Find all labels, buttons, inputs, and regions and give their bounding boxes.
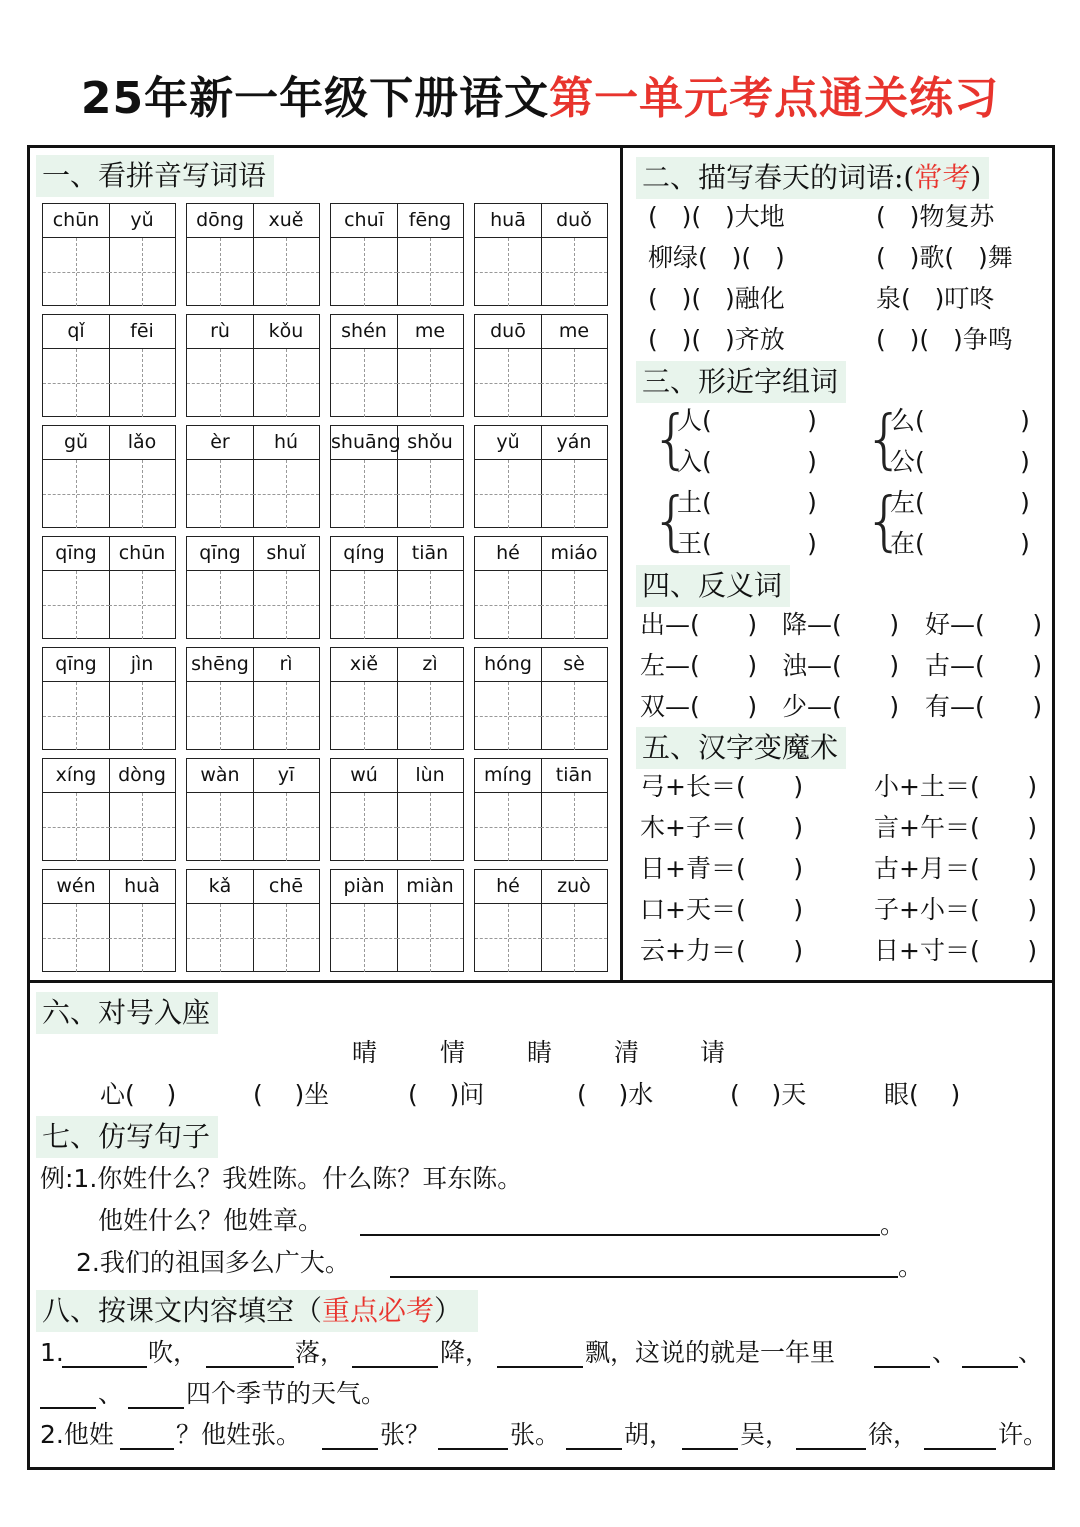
sec2-header-end: ) (970, 161, 982, 194)
fill-blank[interactable] (120, 1448, 174, 1450)
pinyin-syllable: chūn (109, 537, 175, 571)
pinyin-syllable: yǔ (475, 426, 542, 460)
match-blank[interactable]: ( )水 (577, 1080, 654, 1109)
writing-box[interactable] (109, 904, 175, 972)
writing-box[interactable] (331, 349, 398, 417)
pinyin-cell (474, 758, 608, 861)
writing-box[interactable] (43, 904, 110, 972)
writing-box[interactable] (253, 571, 319, 639)
fill-text: 张。 (510, 1420, 561, 1449)
pinyin-syllable: yǔ (109, 204, 175, 238)
pinyin-syllable: rù (187, 315, 254, 349)
writing-box[interactable] (109, 460, 175, 528)
fill-text: 四个季节的天气。 (186, 1379, 387, 1408)
antonym-blank[interactable]: 出—( ) (640, 610, 758, 639)
fill-text: 1. (40, 1338, 64, 1367)
antonym-blank[interactable]: 好—( ) (925, 610, 1043, 639)
pinyin-syllable: wú (331, 759, 398, 793)
fill-blank[interactable] (682, 1448, 738, 1450)
pinyin-syllable: chuī (331, 204, 398, 238)
fill-text: 、 (1018, 1338, 1044, 1367)
writing-box[interactable] (475, 460, 542, 528)
writing-box[interactable] (397, 460, 463, 528)
match-blank[interactable]: ( )天 (730, 1080, 807, 1109)
writing-box[interactable] (475, 682, 542, 750)
fill-blank[interactable] (497, 1366, 583, 1368)
char-magic-blank[interactable]: 云+力＝( ) (640, 936, 804, 965)
sec2-header-text: 二、描写春天的词语:( (642, 161, 915, 194)
pinyin-syllable: huà (109, 870, 175, 904)
fill-text: 许。 (998, 1420, 1049, 1449)
pinyin-syllable: kǎ (187, 870, 254, 904)
writing-box[interactable] (475, 238, 542, 306)
pinyin-cell (474, 314, 608, 417)
writing-box[interactable] (475, 349, 542, 417)
pinyin-syllable: fēng (397, 204, 463, 238)
pinyin-cell (42, 647, 176, 750)
pinyin-syllable: fēi (109, 315, 175, 349)
writing-box[interactable] (43, 349, 110, 417)
fill-blank[interactable] (438, 1448, 508, 1450)
pinyin-cell (474, 203, 608, 306)
fill-blank[interactable] (128, 1407, 184, 1409)
writing-box[interactable] (187, 793, 254, 861)
pinyin-syllable: xíng (43, 759, 110, 793)
pinyin-cell (330, 203, 464, 306)
writing-box[interactable] (331, 238, 398, 306)
brace-icon: { (864, 485, 905, 559)
char-magic-blank[interactable]: 日+寸＝( ) (874, 936, 1038, 965)
pinyin-syllable: miàn (397, 870, 463, 904)
char-magic-blank[interactable]: 口+天＝( ) (640, 895, 804, 924)
pinyin-syllable: gǔ (43, 426, 110, 460)
brace-icon: { (864, 403, 905, 477)
pinyin-syllable: dōng (187, 204, 254, 238)
writing-box[interactable] (541, 682, 607, 750)
pinyin-syllable: chē (253, 870, 319, 904)
pinyin-syllable: míng (475, 759, 542, 793)
pinyin-syllable: hé (475, 537, 542, 571)
match-blank[interactable]: 眼( ) (884, 1080, 961, 1109)
writing-box[interactable] (397, 793, 463, 861)
pinyin-cell (186, 647, 320, 750)
pinyin-cell (42, 425, 176, 528)
pinyin-syllable: lǎo (109, 426, 175, 460)
writing-box[interactable] (397, 904, 463, 972)
char-magic-blank[interactable]: 子+小＝( ) (874, 895, 1038, 924)
pinyin-syllable: xiě (331, 648, 398, 682)
pinyin-syllable: èr (187, 426, 254, 460)
fill-text: 、 (98, 1379, 124, 1408)
writing-box[interactable] (331, 904, 398, 972)
pinyin-syllable: sè (541, 648, 607, 682)
option-char: 情 (440, 1038, 466, 1067)
writing-box[interactable] (397, 682, 463, 750)
pinyin-syllable: piàn (331, 870, 398, 904)
fill-text: ？他姓张。 (176, 1420, 302, 1449)
sec4-header: 四、反义词 (636, 565, 790, 607)
pinyin-cell (42, 869, 176, 972)
similar-char-blank[interactable]: 人( ) (677, 406, 817, 435)
pinyin-syllable: qǐ (43, 315, 110, 349)
writing-box[interactable] (397, 349, 463, 417)
sec8-header-text: 八、按课文内容填空（ (42, 1294, 323, 1327)
writing-box[interactable] (43, 571, 110, 639)
pinyin-syllable: dòng (109, 759, 175, 793)
pinyin-cell (186, 203, 320, 306)
char-magic-blank[interactable]: 小+土＝( ) (874, 772, 1038, 801)
antonym-blank[interactable]: 古—( ) (925, 651, 1043, 680)
antonym-blank[interactable]: 左—( ) (640, 651, 758, 680)
pinyin-syllable: tiān (541, 759, 607, 793)
writing-box[interactable] (109, 238, 175, 306)
sec8-header-end: ） (434, 1294, 463, 1327)
option-char: 清 (614, 1038, 640, 1067)
writing-box[interactable] (541, 793, 607, 861)
spring-word-blank[interactable]: ( )( )大地 (648, 202, 785, 231)
pinyin-cell (474, 869, 608, 972)
sec2-header (636, 157, 989, 199)
pinyin-cell (330, 758, 464, 861)
title-part1: 25年新一年级下册语文 (80, 73, 550, 124)
writing-box[interactable] (109, 682, 175, 750)
sec7-blank-2[interactable] (390, 1276, 898, 1278)
writing-box[interactable] (109, 793, 175, 861)
sec8-header-red: 重点必考 (322, 1294, 435, 1327)
writing-box[interactable] (187, 238, 254, 306)
brace-icon: { (651, 485, 692, 559)
match-blank[interactable]: ( )坐 (253, 1080, 330, 1109)
pinyin-syllable: huā (475, 204, 542, 238)
writing-box[interactable] (331, 793, 398, 861)
pinyin-syllable: kǒu (253, 315, 319, 349)
pinyin-syllable: qīng (43, 648, 110, 682)
fill-text: 、 (932, 1338, 958, 1367)
pinyin-cell (186, 869, 320, 972)
sec7-line2: 他姓什么？他姓章。 (98, 1206, 324, 1235)
fill-text: 张？ (380, 1420, 431, 1449)
pinyin-syllable: hóng (475, 648, 542, 682)
pinyin-syllable: qíng (331, 537, 398, 571)
pinyin-syllable: duǒ (541, 204, 607, 238)
fill-text: 吹， (148, 1338, 199, 1367)
spring-word-blank[interactable]: ( )歌( )舞 (876, 243, 1013, 272)
similar-char-blank[interactable]: 在( ) (890, 529, 1030, 558)
sec7-period-2: 。 (898, 1252, 924, 1281)
pinyin-cell (42, 536, 176, 639)
pinyin-cell (474, 536, 608, 639)
writing-box[interactable] (43, 238, 110, 306)
writing-box[interactable] (253, 682, 319, 750)
pinyin-cell (186, 758, 320, 861)
fill-blank[interactable] (40, 1407, 96, 1409)
pinyin-syllable: lùn (397, 759, 463, 793)
writing-box[interactable] (475, 571, 542, 639)
writing-box[interactable] (187, 460, 254, 528)
pinyin-cell (186, 536, 320, 639)
sec7-period-1: 。 (880, 1210, 906, 1239)
fill-blank[interactable] (206, 1366, 294, 1368)
match-blank[interactable]: 心( ) (100, 1080, 177, 1109)
fill-blank[interactable] (322, 1448, 378, 1450)
writing-box[interactable] (541, 904, 607, 972)
sec7-blank-1[interactable] (360, 1234, 880, 1236)
title-part2: 第一单元考点通关练习 (549, 73, 1000, 124)
pinyin-cell (330, 314, 464, 417)
pinyin-syllable: rì (253, 648, 319, 682)
fill-blank[interactable] (874, 1366, 930, 1368)
brace-icon: { (651, 403, 692, 477)
pinyin-cell (330, 869, 464, 972)
pinyin-cell (186, 314, 320, 417)
writing-box[interactable] (541, 460, 607, 528)
writing-box[interactable] (253, 238, 319, 306)
antonym-blank[interactable]: 降—( ) (782, 610, 900, 639)
pinyin-cell (42, 203, 176, 306)
writing-box[interactable] (253, 793, 319, 861)
pinyin-syllable: shēng (187, 648, 254, 682)
pinyin-syllable: shǒu (397, 426, 463, 460)
fill-text: 降， (440, 1338, 491, 1367)
pinyin-cell (42, 314, 176, 417)
pinyin-syllable: wén (43, 870, 110, 904)
fill-text: 徐， (868, 1420, 919, 1449)
char-magic-blank[interactable]: 弓+长＝( ) (640, 772, 804, 801)
sec2-header-red: 常考 (914, 161, 971, 194)
char-magic-blank[interactable]: 古+月＝( ) (874, 854, 1038, 883)
fill-text: 2.他姓 (40, 1420, 114, 1449)
fill-blank[interactable] (924, 1448, 996, 1450)
writing-box[interactable] (109, 349, 175, 417)
writing-box[interactable] (331, 682, 398, 750)
antonym-blank[interactable]: 浊—( ) (782, 651, 900, 680)
writing-box[interactable] (253, 904, 319, 972)
pinyin-syllable: shuāng (331, 426, 398, 460)
writing-box[interactable] (187, 349, 254, 417)
pinyin-syllable: shén (331, 315, 398, 349)
writing-box[interactable] (109, 571, 175, 639)
writing-box[interactable] (187, 904, 254, 972)
writing-box[interactable] (253, 460, 319, 528)
writing-box[interactable] (541, 571, 607, 639)
page-title (0, 62, 1080, 126)
writing-box[interactable] (397, 571, 463, 639)
match-blank[interactable]: ( )问 (408, 1080, 485, 1109)
pinyin-syllable: tiān (397, 537, 463, 571)
pinyin-syllable: wàn (187, 759, 254, 793)
writing-box[interactable] (43, 793, 110, 861)
similar-char-blank[interactable]: 公( ) (890, 447, 1030, 476)
sec5-header: 五、汉字变魔术 (636, 727, 846, 769)
pinyin-syllable: hé (475, 870, 542, 904)
fill-blank[interactable] (352, 1366, 438, 1368)
spring-word-blank[interactable]: ( )( )齐放 (648, 325, 785, 354)
pinyin-cell (474, 647, 608, 750)
pinyin-syllable: yī (253, 759, 319, 793)
pinyin-syllable: zuò (541, 870, 607, 904)
pinyin-cell (330, 425, 464, 528)
writing-box[interactable] (541, 238, 607, 306)
fill-text: 吴， (740, 1420, 791, 1449)
writing-box[interactable] (187, 682, 254, 750)
sec8-header (36, 1290, 478, 1332)
pinyin-syllable: qīng (187, 537, 254, 571)
fill-blank[interactable] (62, 1366, 147, 1368)
option-char: 请 (700, 1038, 726, 1067)
writing-box[interactable] (187, 571, 254, 639)
spring-word-blank[interactable]: ( )( )融化 (648, 284, 785, 313)
sec3-header: 三、形近字组词 (636, 361, 846, 403)
spring-word-blank[interactable]: 柳绿( )( ) (648, 243, 785, 272)
sec7-header: 七、仿写句子 (36, 1116, 218, 1158)
fill-blank[interactable] (566, 1448, 622, 1450)
sec1-header: 一、看拼音写词语 (36, 155, 274, 197)
pinyin-syllable: miáo (541, 537, 607, 571)
pinyin-syllable: me (541, 315, 607, 349)
pinyin-syllable: jìn (109, 648, 175, 682)
similar-char-blank[interactable]: 入( ) (677, 447, 817, 476)
spring-word-blank[interactable]: ( )物复苏 (876, 202, 995, 231)
writing-box[interactable] (43, 682, 110, 750)
pinyin-cell (186, 425, 320, 528)
antonym-blank[interactable]: 有—( ) (925, 692, 1043, 721)
writing-box[interactable] (397, 238, 463, 306)
fill-text: 落， (295, 1338, 346, 1367)
option-char: 睛 (527, 1038, 553, 1067)
writing-box[interactable] (475, 793, 542, 861)
char-magic-blank[interactable]: 木+子＝( ) (640, 813, 804, 842)
writing-box[interactable] (331, 460, 398, 528)
fill-blank[interactable] (796, 1448, 866, 1450)
pinyin-syllable: hú (253, 426, 319, 460)
pinyin-syllable: xuě (253, 204, 319, 238)
similar-char-blank[interactable]: 么( ) (890, 406, 1030, 435)
sec7-example: 例:1.你姓什么？我姓陈。什么陈？耳东陈。 (40, 1164, 523, 1193)
pinyin-syllable: chūn (43, 204, 110, 238)
pinyin-syllable: shuǐ (253, 537, 319, 571)
writing-box[interactable] (475, 904, 542, 972)
writing-box[interactable] (331, 571, 398, 639)
pinyin-syllable: zì (397, 648, 463, 682)
pinyin-cell (330, 647, 464, 750)
pinyin-syllable: duō (475, 315, 542, 349)
char-magic-blank[interactable]: 言+午＝( ) (874, 813, 1038, 842)
similar-char-blank[interactable]: 土( ) (677, 488, 817, 517)
fill-text: 胡， (624, 1420, 675, 1449)
pinyin-cell (42, 758, 176, 861)
writing-box[interactable] (43, 460, 110, 528)
similar-char-blank[interactable]: 左( ) (890, 488, 1030, 517)
pinyin-syllable: yán (541, 426, 607, 460)
spring-word-blank[interactable]: 泉( )叮咚 (876, 284, 995, 313)
sec7-line3: 2.我们的祖国多么广大。 (76, 1248, 350, 1277)
pinyin-syllable: me (397, 315, 463, 349)
fill-text: 飘，这说的就是一年里 (585, 1338, 836, 1367)
antonym-blank[interactable]: 少—( ) (782, 692, 900, 721)
sec6-header: 六、对号入座 (36, 992, 218, 1034)
spring-word-blank[interactable]: ( )( )争鸣 (876, 325, 1013, 354)
antonym-blank[interactable]: 双—( ) (640, 692, 758, 721)
char-magic-blank[interactable]: 日+青＝( ) (640, 854, 804, 883)
pinyin-syllable: qīng (43, 537, 110, 571)
writing-box[interactable] (253, 349, 319, 417)
pinyin-cell (474, 425, 608, 528)
fill-blank[interactable] (962, 1366, 1018, 1368)
option-char: 晴 (352, 1038, 378, 1067)
pinyin-cell (330, 536, 464, 639)
writing-box[interactable] (541, 349, 607, 417)
similar-char-blank[interactable]: 王( ) (677, 529, 817, 558)
